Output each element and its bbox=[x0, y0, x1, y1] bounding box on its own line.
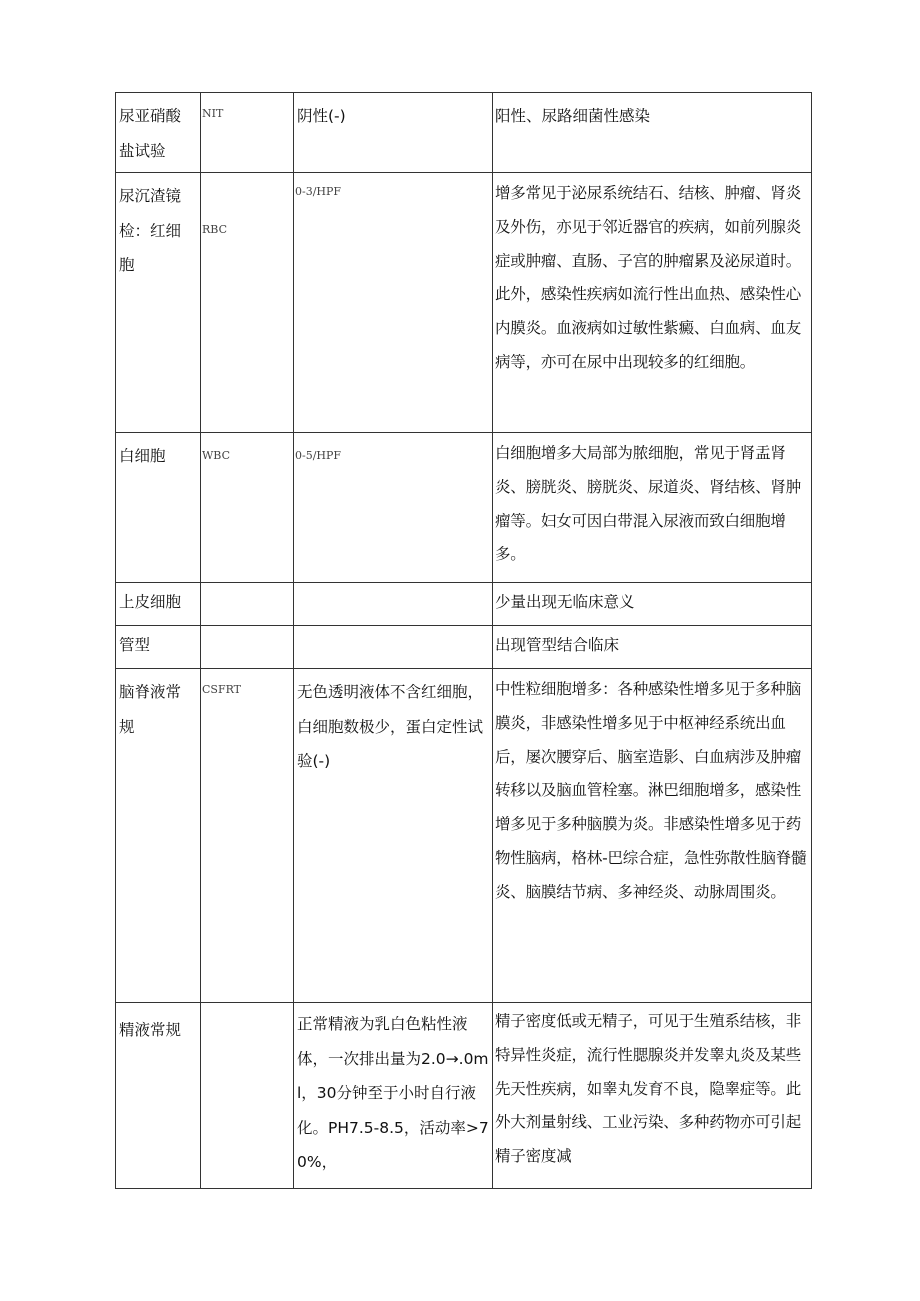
item-name: 尿沉渣镜检：红细胞 bbox=[119, 187, 182, 274]
item-name: 脑脊液常规 bbox=[119, 683, 182, 736]
table-row bbox=[116, 583, 812, 626]
reference-value: 0-5/HPF bbox=[295, 449, 342, 462]
table-row bbox=[116, 93, 812, 173]
item-cell bbox=[116, 93, 201, 173]
item-cell bbox=[116, 583, 201, 626]
item-name: 管型 bbox=[119, 636, 151, 654]
clinical-meaning: 出现管型结合临床 bbox=[495, 636, 620, 654]
item-name: 白细胞 bbox=[119, 447, 166, 465]
table-row bbox=[116, 1003, 812, 1189]
item-cell bbox=[116, 626, 201, 669]
item-abbr: NIT bbox=[202, 107, 224, 120]
meaning-cell bbox=[493, 433, 812, 583]
clinical-meaning: 少量出现无临床意义 bbox=[495, 593, 635, 611]
item-abbr: CSFRT bbox=[202, 683, 242, 696]
item-cell bbox=[116, 669, 201, 1003]
reference-cell bbox=[294, 1003, 493, 1189]
item-name: 上皮细胞 bbox=[119, 593, 182, 611]
abbr-cell bbox=[201, 626, 294, 669]
item-abbr: RBC bbox=[202, 223, 227, 236]
reference-cell bbox=[294, 669, 493, 1003]
table-row bbox=[116, 173, 812, 433]
meaning-cell bbox=[493, 669, 812, 1003]
reference-cell bbox=[294, 433, 493, 583]
lab-reference-table bbox=[115, 92, 812, 1189]
clinical-meaning: 增多常见于泌尿系统结石、结核、肿瘤、肾炎及外伤，亦见于邻近器官的疾病，如前列腺炎症或肿瘤、直肠、子宫的肿瘤累及泌尿道时。此外，感染性疾病如流行性出血热、感染性心内膜炎。血液病如过敏性紫癜、白血病、血友病等，亦可在尿中出现较多的红细胞。 bbox=[495, 184, 802, 371]
meaning-cell bbox=[493, 93, 812, 173]
meaning-cell bbox=[493, 1003, 812, 1189]
meaning-cell bbox=[493, 583, 812, 626]
item-name: 精液常规 bbox=[119, 1021, 182, 1039]
reference-value: 正常精液为乳白色粘性液体，一次排出量为2.0→.0ml，30分钟至于小时自行液化。PH7.5-8.5，活动率>70%， bbox=[297, 1015, 489, 1171]
abbr-cell bbox=[201, 583, 294, 626]
item-cell bbox=[116, 1003, 201, 1189]
reference-value: 0-3/HPF bbox=[295, 185, 342, 198]
clinical-meaning: 白细胞增多大局部为脓细胞，常见于肾盂肾炎、膀胱炎、膀胱炎、尿道炎、肾结核、肾肿瘤等。妇女可因白带混入尿液而致白细胞增多。 bbox=[495, 444, 802, 564]
abbr-cell bbox=[201, 1003, 294, 1189]
item-abbr: WBC bbox=[202, 449, 231, 462]
table-row bbox=[116, 433, 812, 583]
reference-cell bbox=[294, 173, 493, 433]
reference-cell bbox=[294, 626, 493, 669]
abbr-cell bbox=[201, 669, 294, 1003]
table-row bbox=[116, 669, 812, 1003]
clinical-meaning: 阳性、尿路细菌性感染 bbox=[495, 107, 651, 125]
abbr-cell bbox=[201, 173, 294, 433]
clinical-meaning: 中性粒细胞增多：各种感染性增多见于多种脑膜炎，非感染性增多见于中枢神经系统出血后，屡次腰穿后、脑室造影、白血病涉及肿瘤转移以及脑血管栓塞。淋巴细胞增多，感染性增多见于多种脑膜为炎。非感染性增多见于药物性脑病，格林-巴综合症，急性弥散性脑脊髓炎、脑膜结节病、多神经炎、动脉周围炎。 bbox=[495, 680, 807, 901]
meaning-cell bbox=[493, 626, 812, 669]
table-row bbox=[116, 626, 812, 669]
reference-value bbox=[294, 626, 492, 632]
abbr-cell bbox=[201, 93, 294, 173]
item-name: 尿亚硝酸盐试验 bbox=[119, 107, 182, 160]
item-cell bbox=[116, 433, 201, 583]
clinical-meaning: 精子密度低或无精子，可见于生殖系结核，非特异性炎症，流行性腮腺炎并发睾丸炎及某些先天性疾病，如睾丸发育不良，隐睾症等。此外大剂量射线、工业污染、多种药物亦可引起精子密度减 bbox=[495, 1012, 802, 1166]
reference-cell bbox=[294, 583, 493, 626]
reference-value bbox=[294, 583, 492, 589]
reference-value: 阴性(-) bbox=[297, 107, 346, 125]
reference-value: 无色透明液体不含红细胞，白细胞数极少，蛋白定性试验(-) bbox=[297, 683, 484, 770]
item-cell bbox=[116, 173, 201, 433]
meaning-cell bbox=[493, 173, 812, 433]
abbr-cell bbox=[201, 433, 294, 583]
reference-cell bbox=[294, 93, 493, 173]
